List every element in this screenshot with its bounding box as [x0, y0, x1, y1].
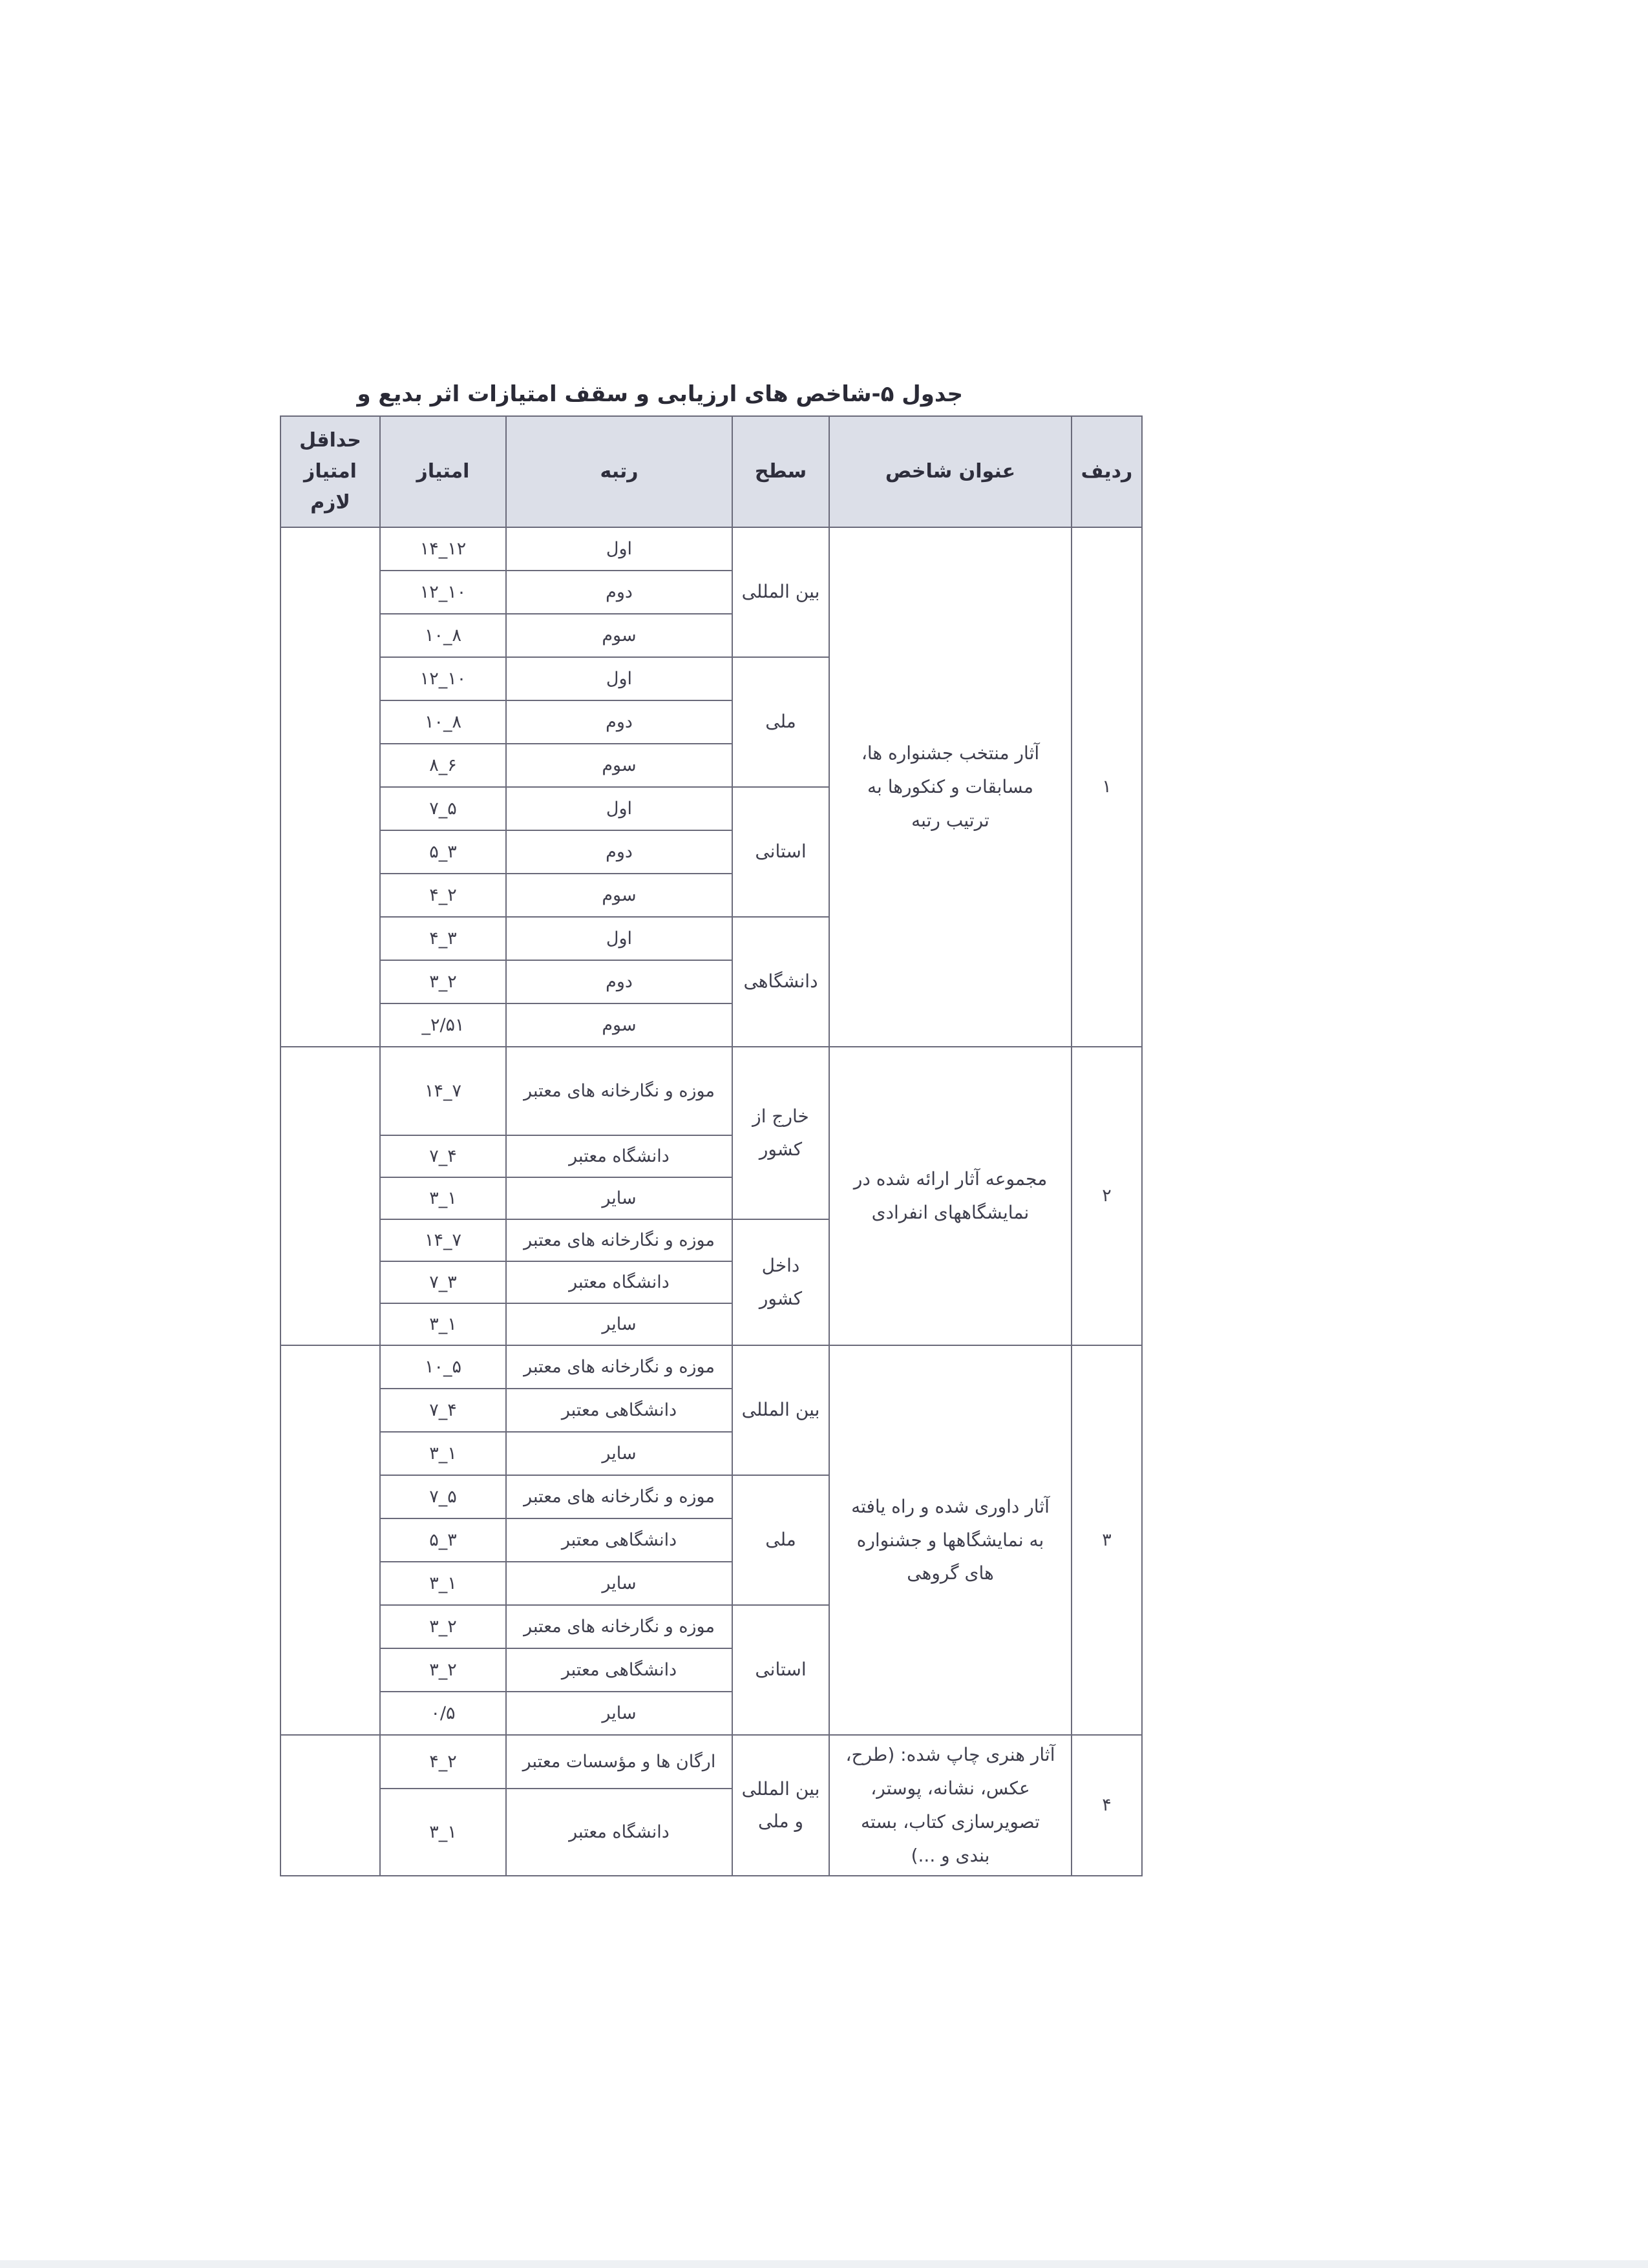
rank-cell: سایر — [506, 1562, 732, 1605]
score-cell: ۶_۸ — [380, 744, 506, 787]
rank-cell: سایر — [506, 1303, 732, 1345]
rank-cell: دانشگاهی معتبر — [506, 1648, 732, 1692]
score-cell: ۳_۵ — [380, 830, 506, 874]
score-cell: ۱_۳ — [380, 1432, 506, 1475]
rank-cell: دانشگاهی معتبر — [506, 1518, 732, 1562]
rank-cell: سوم — [506, 614, 732, 657]
header-rank: رتبه — [506, 416, 732, 527]
table-title: جدول ۵-شاخص های ارزیابی و سقف امتیازات اثر بدیع و — [357, 381, 963, 407]
min-score-cell — [280, 1735, 380, 1876]
score-cell: ۳_۴ — [380, 917, 506, 960]
rank-cell: دانشگاهی معتبر — [506, 1389, 732, 1432]
header-score: امتیاز — [380, 416, 506, 527]
level-cell: ملی — [732, 657, 829, 787]
score-cell: ۱_۳ — [380, 1789, 506, 1876]
score-cell: ۰/۵ — [380, 1692, 506, 1735]
score-cell: ۸_۱۰ — [380, 614, 506, 657]
rank-cell: سایر — [506, 1432, 732, 1475]
indicator-title: آثار هنری چاپ شده: (طرح، عکس، نشانه، پوستر، تصویرسازی کتاب، بسته بندی و ...) — [829, 1735, 1072, 1876]
rank-cell: اول — [506, 787, 732, 830]
row-number: ۳ — [1072, 1345, 1142, 1735]
score-cell: ۲_۴ — [380, 874, 506, 917]
score-cell: ۵_۱۰ — [380, 1345, 506, 1389]
score-cell: ۲_۴ — [380, 1735, 506, 1789]
table-row — [280, 1345, 1142, 1389]
score-cell: ۷_۱۴ — [380, 1219, 506, 1261]
score-cell: ۱_۳ — [380, 1562, 506, 1605]
table-row — [280, 527, 1142, 571]
score-cell: ۲_۳ — [380, 960, 506, 1003]
level-cell: ملی — [732, 1475, 829, 1605]
scan-bottom-edge — [0, 2260, 1648, 2268]
rank-cell: موزه و نگارخانه های معتبر — [506, 1475, 732, 1518]
rank-cell: سایر — [506, 1177, 732, 1219]
rank-cell: دانشگاه معتبر — [506, 1135, 732, 1177]
min-score-cell — [280, 1345, 380, 1735]
rank-cell: موزه و نگارخانه های معتبر — [506, 1047, 732, 1135]
score-cell: ۸_۱۰ — [380, 700, 506, 744]
score-cell: ۱_۳ — [380, 1303, 506, 1345]
min-score-cell — [280, 1047, 380, 1345]
row-number: ۲ — [1072, 1047, 1142, 1345]
rank-cell: اول — [506, 657, 732, 700]
rank-cell: موزه و نگارخانه های معتبر — [506, 1219, 732, 1261]
rank-cell: دوم — [506, 830, 732, 874]
header-min-score: حداقل امتیاز لازم — [280, 416, 380, 527]
indicator-title: آثار منتخب جشنواره ها، مسابقات و کنکورها به ترتیب رتبه — [829, 527, 1072, 1047]
score-cell: ۱۲_۱۴ — [380, 527, 506, 571]
score-cell: ۱_۳ — [380, 1177, 506, 1219]
rank-cell: سایر — [506, 1692, 732, 1735]
min-score-cell — [280, 527, 380, 1047]
rank-cell: اول — [506, 917, 732, 960]
score-cell: ۴_۷ — [380, 1135, 506, 1177]
rank-cell: موزه و نگارخانه های معتبر — [506, 1605, 732, 1648]
indicator-title: مجموعه آثار ارائه شده در نمایشگاههای انفرادی — [829, 1047, 1072, 1345]
rank-cell: موزه و نگارخانه های معتبر — [506, 1345, 732, 1389]
rank-cell: دوم — [506, 571, 732, 614]
score-cell: ۳_۵ — [380, 1518, 506, 1562]
score-cell: ۵_۷ — [380, 787, 506, 830]
score-cell: ۲_۳ — [380, 1648, 506, 1692]
score-cell: ۴_۷ — [380, 1389, 506, 1432]
rank-cell: سوم — [506, 874, 732, 917]
row-number: ۱ — [1072, 527, 1142, 1047]
score-cell: ۱۰_۱۲ — [380, 571, 506, 614]
table-row — [280, 1735, 1142, 1789]
rank-cell: دانشگاه معتبر — [506, 1789, 732, 1876]
header-row-no: ردیف — [1072, 416, 1142, 527]
level-cell: داخل کشور — [732, 1219, 829, 1345]
evaluation-table — [280, 415, 1143, 1876]
indicator-title: آثار داوری شده و راه یافته به نمایشگاهها و جشنواره های گروهی — [829, 1345, 1072, 1735]
table-row — [280, 1047, 1142, 1135]
level-cell: دانشگاهی — [732, 917, 829, 1047]
score-cell: ۲_۳ — [380, 1605, 506, 1648]
level-cell: استانی — [732, 1605, 829, 1735]
score-cell: ۳_۷ — [380, 1261, 506, 1303]
rank-cell: دانشگاه معتبر — [506, 1261, 732, 1303]
score-cell: ۷_۱۴ — [380, 1047, 506, 1135]
level-cell: بین المللی و ملی — [732, 1735, 829, 1876]
score-cell: ۱۰_۱۲ — [380, 657, 506, 700]
rank-cell: سوم — [506, 1003, 732, 1047]
score-cell: ۲/۵۱_ — [380, 1003, 506, 1047]
rank-cell: سوم — [506, 744, 732, 787]
rank-cell: اول — [506, 527, 732, 571]
rank-cell: ارگان ها و مؤسسات معتبر — [506, 1735, 732, 1789]
row-number: ۴ — [1072, 1735, 1142, 1876]
level-cell: بین المللی — [732, 527, 829, 657]
level-cell: بین المللی — [732, 1345, 829, 1475]
header-indicator: عنوان شاخص — [829, 416, 1072, 527]
rank-cell: دوم — [506, 700, 732, 744]
score-cell: ۵_۷ — [380, 1475, 506, 1518]
level-cell: استانی — [732, 787, 829, 917]
level-cell: خارج از کشور — [732, 1047, 829, 1219]
header-level: سطح — [732, 416, 829, 527]
rank-cell: دوم — [506, 960, 732, 1003]
table-header-row — [280, 416, 1142, 527]
